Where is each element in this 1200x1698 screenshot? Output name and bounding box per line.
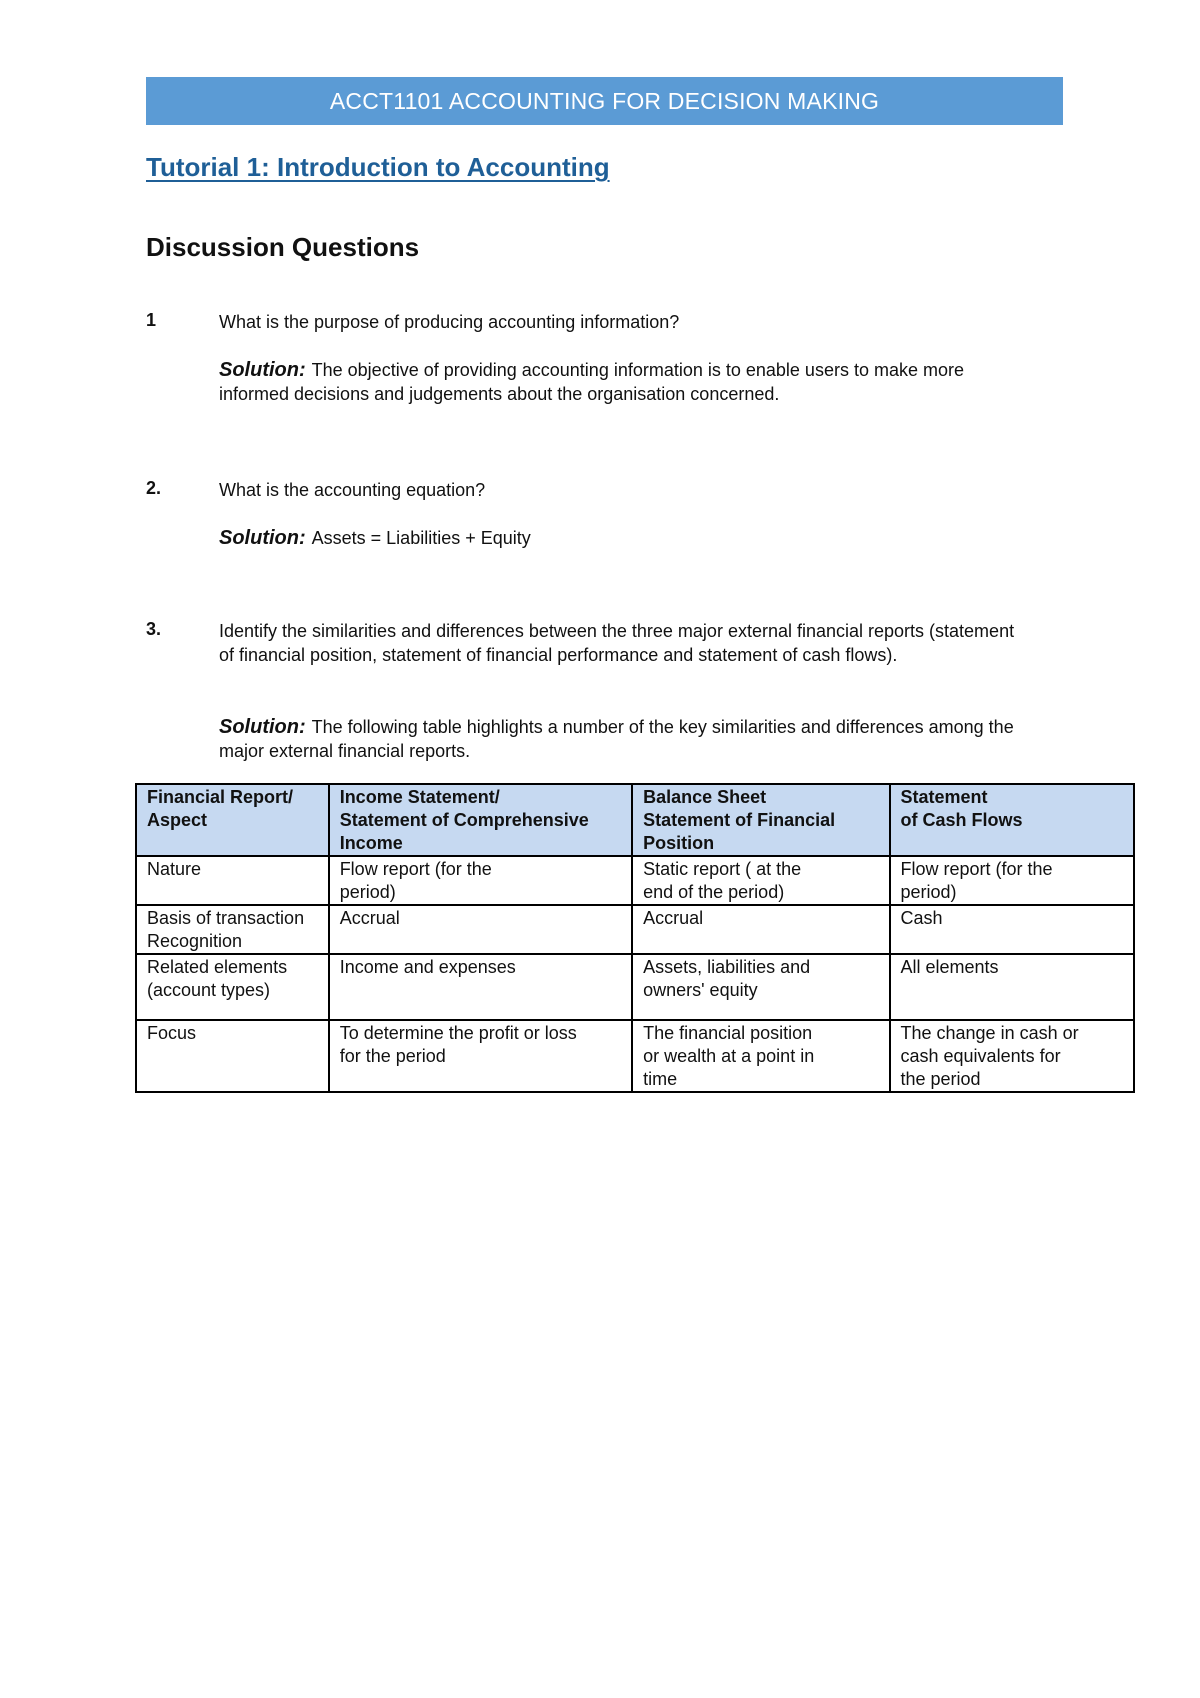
table-row — [136, 856, 1134, 905]
question-1-text: What is the purpose of producing accounting information? — [219, 312, 680, 332]
solution-text: The objective of providing accounting information is to enable users to make more informed decisions and judgements about the organisation concerned. — [219, 360, 964, 404]
course-banner: ACCT1101 ACCOUNTING FOR DECISION MAKING — [146, 77, 1063, 125]
solution-text: Assets = Liabilities + Equity — [311, 528, 531, 548]
solution-label: Solution: — [219, 716, 306, 738]
question-2-solution — [219, 526, 1029, 550]
question-2-number: 2. — [146, 478, 162, 498]
solution-text: The following table highlights a number of the key similarities and differences among the major external financial reports. — [219, 717, 1014, 761]
table-cell: Accrual — [632, 905, 889, 954]
table-cell: All elements — [890, 954, 1135, 1020]
question-1-solution — [219, 358, 1029, 406]
table-cell: Nature — [136, 856, 329, 905]
solution-label: Solution: — [219, 527, 306, 549]
question-2-text: What is the accounting equation? — [219, 480, 486, 500]
table-cell: Assets, liabilities and owners' equity — [632, 954, 889, 1020]
table-cell: Accrual — [329, 905, 632, 954]
table-cell: The change in cash or cash equivalents for the period — [890, 1020, 1135, 1092]
financial-reports-table — [135, 783, 1135, 1093]
table-row — [136, 905, 1134, 954]
header-aspect: Financial Report/ Aspect — [136, 784, 329, 856]
table-cell: Income and expenses — [329, 954, 632, 1020]
section-heading: Discussion Questions — [146, 232, 420, 262]
table-cell: Focus — [136, 1020, 329, 1092]
table-cell: Static report ( at the end of the period) — [632, 856, 889, 905]
question-3-number: 3. — [146, 619, 162, 639]
table-cell: Cash — [890, 905, 1135, 954]
table-cell: The financial position or wealth at a point in time — [632, 1020, 889, 1092]
header-cash-flows: Statement of Cash Flows — [890, 784, 1135, 856]
question-3-solution — [219, 715, 1029, 763]
table-row — [136, 1020, 1134, 1092]
header-income-statement: Income Statement/ Statement of Comprehensive Income — [329, 784, 632, 856]
table-cell: Basis of transaction Recognition — [136, 905, 329, 954]
table-cell: To determine the profit or loss for the period — [329, 1020, 632, 1092]
question-3-text: Identify the similarities and differences between the three major external financial reports (statement of financial position, statement of financial performance and statement of cash flows). — [219, 621, 1015, 665]
header-balance-sheet: Balance Sheet Statement of Financial Position — [632, 784, 889, 856]
question-1-number: 1 — [146, 310, 157, 330]
table-cell: Related elements (account types) — [136, 954, 329, 1020]
table-header-row — [136, 784, 1134, 856]
solution-label: Solution: — [219, 359, 306, 381]
table-cell: Flow report (for the period) — [890, 856, 1135, 905]
tutorial-title: Tutorial 1: Introduction to Accounting — [146, 152, 610, 182]
table-row — [136, 954, 1134, 1020]
table-cell: Flow report (for the period) — [329, 856, 632, 905]
